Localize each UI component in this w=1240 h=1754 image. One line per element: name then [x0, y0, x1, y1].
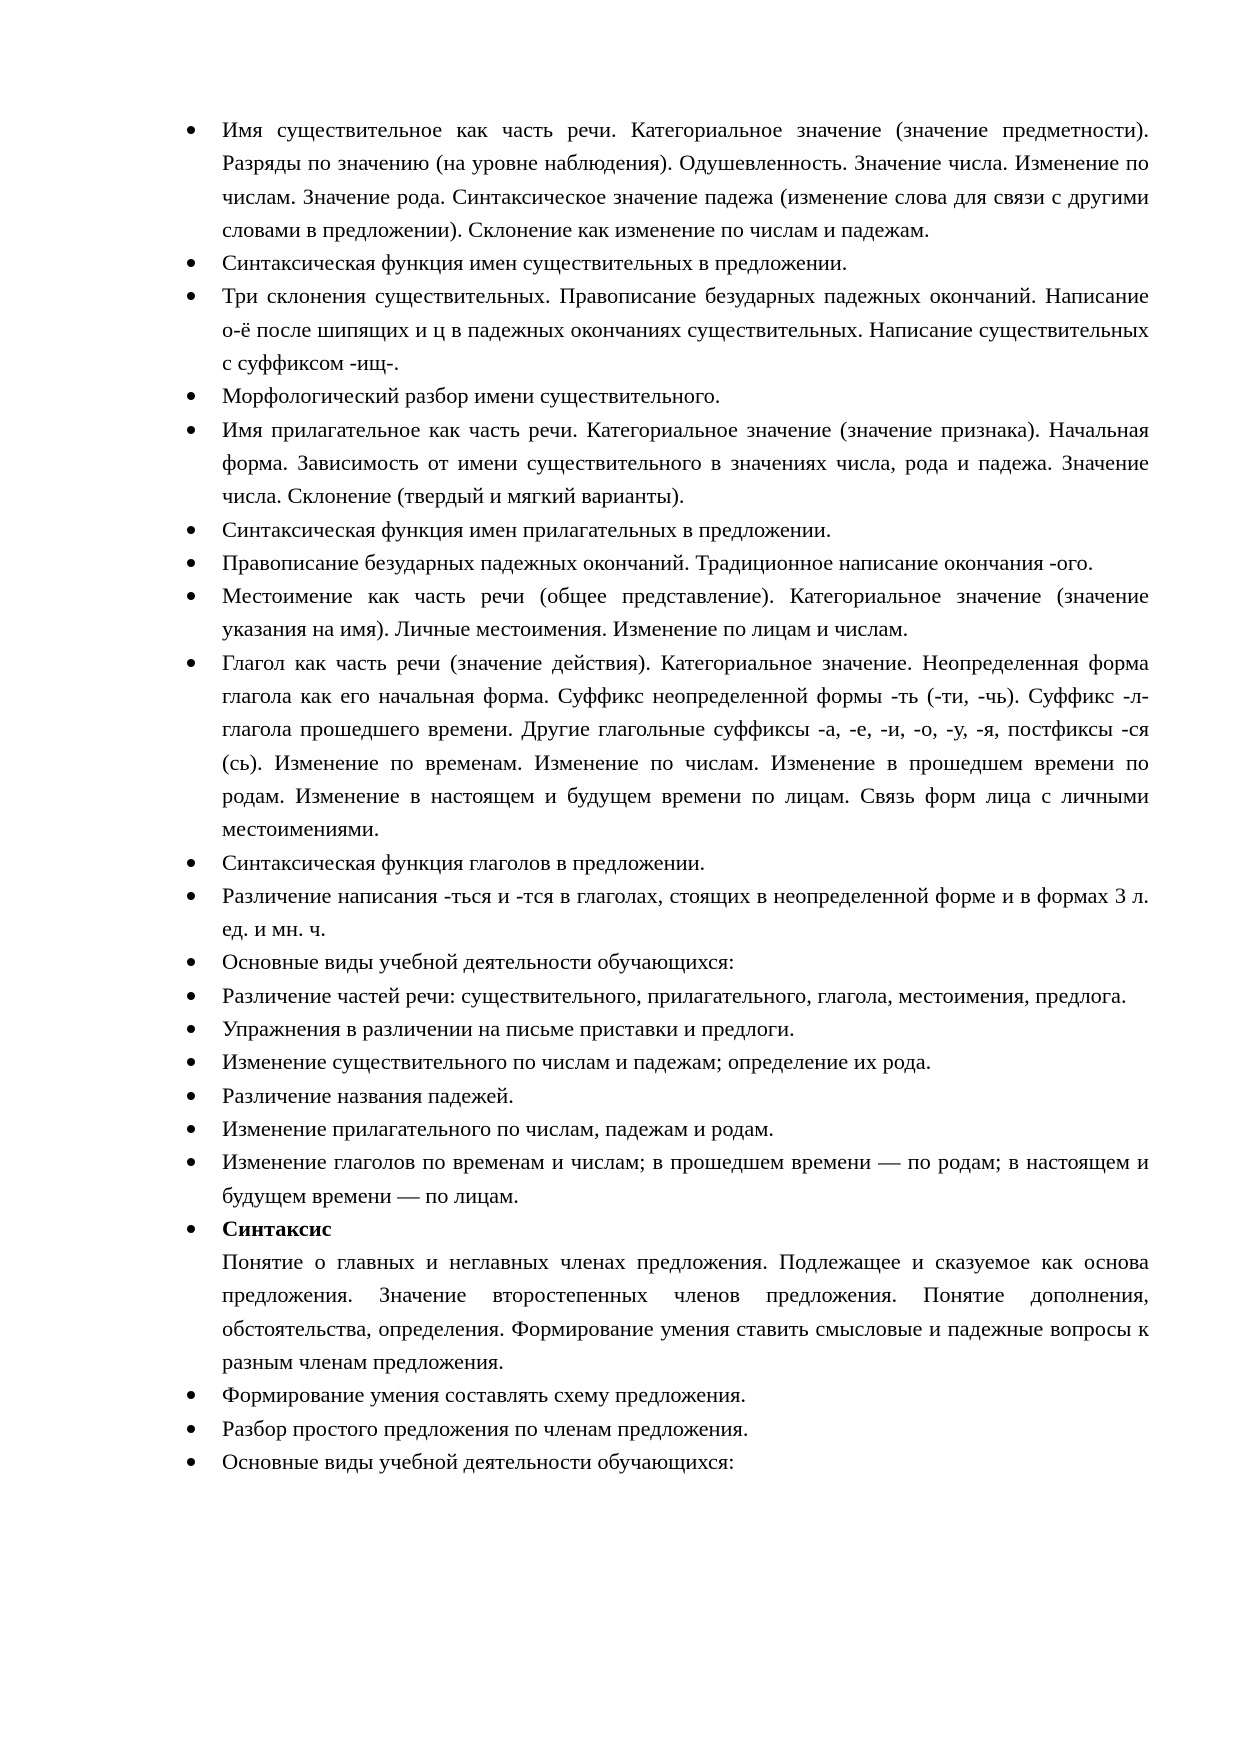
list-item — [222, 113, 1149, 246]
list-item — [222, 1112, 1149, 1145]
bullet-icon — [186, 413, 196, 446]
list-item-text: Синтаксическая функция глаголов в предложении. — [222, 849, 706, 875]
bullet-icon — [186, 246, 196, 279]
bullet-icon — [186, 945, 196, 978]
bullet-icon — [186, 379, 196, 412]
list-item — [222, 1412, 1149, 1445]
list-item-text: Глагол как часть речи (значение действия). Категориальное значение. Неопределенная форма глагола как его начальная форма. Суффикс неопределенной формы -ть (-ти, -чь). Суффикс -л- глагола прошедшего времени. Другие глагольные суффиксы -а, -е, -и, -о, -у, -я, постфиксы -ся (сь). Изменение по временам. Изменение по числам. Изменение в прошедшем времени по родам. Изменение в настоящем и будущем времени по лицам. Связь форм лица с личными местоимениями. — [222, 649, 1149, 842]
list-item — [222, 513, 1149, 546]
bullet-icon — [186, 113, 196, 146]
list-item — [222, 1378, 1149, 1411]
list-item — [222, 413, 1149, 513]
list-item-text: Основные виды учебной деятельности обучающихся: — [222, 949, 735, 975]
list-item-text: Имя существительное как часть речи. Категориальное значение (значение предметности). Разряды по значению (на уровне наблюдения). Одушевленность. Значение числа. Изменение по числам. Значение рода. Синтаксическое значение падежа (изменение слова для связи с другими словами в предложении). Склонение как изменение по числам и падежам. — [222, 117, 1149, 242]
list-item-text: Различение написания -ться и -тся в глаголах, стоящих в неопределенной форме и в формах 3 л. ед. и мн. ч. — [222, 882, 1149, 942]
section-body-text: Понятие о главных и неглавных членах предложения. Подлежащее и сказуемое как основа предложения. Значение второстепенных членов предложения. Понятие дополнения, обстоятельства, определения. Формирование умения ставить смысловые и падежные вопросы к разным членам предложения. — [222, 1249, 1149, 1374]
bullet-icon — [186, 646, 196, 679]
bullet-icon — [186, 979, 196, 1012]
list-item — [222, 1145, 1149, 1212]
bullet-icon — [186, 579, 196, 612]
list-item — [222, 846, 1149, 879]
list-item-text: Морфологический разбор имени существительного. — [222, 383, 721, 409]
bullet-icon — [186, 1112, 196, 1145]
section-heading: Синтаксис — [222, 1215, 332, 1241]
list-item — [222, 646, 1149, 846]
bullet-icon — [186, 879, 196, 912]
list-item — [222, 879, 1149, 946]
list-item-text: Разбор простого предложения по членам предложения. — [222, 1415, 749, 1441]
list-item-text: Имя прилагательное как часть речи. Категориальное значение (значение признака). Начальная форма. Зависимость от имени существительного в значениях числа, рода и падежа. Значение числа. Склонение (твердый и мягкий варианты). — [222, 416, 1149, 509]
list-item-text: Основные виды учебной деятельности обучающихся: — [222, 1448, 735, 1474]
bullet-icon — [186, 1045, 196, 1078]
list-item-text: Различение названия падежей. — [222, 1082, 514, 1108]
list-item — [222, 1045, 1149, 1078]
bullet-icon — [186, 513, 196, 546]
list-item — [222, 379, 1149, 412]
bullet-icon — [186, 546, 196, 579]
list-item-text: Местоимение как часть речи (общее представление). Категориальное значение (значение указания на имя). Личные местоимения. Изменение по лицам и числам. — [222, 583, 1149, 642]
bulleted-list — [222, 113, 1149, 1478]
list-item — [222, 1079, 1149, 1112]
list-item-text: Формирование умения составлять схему предложения. — [222, 1382, 747, 1408]
list-item-text: Изменение существительного по числам и падежам; определение их рода. — [222, 1049, 932, 1075]
bullet-icon — [186, 1412, 196, 1445]
list-item — [222, 546, 1149, 579]
list-item — [222, 279, 1149, 379]
list-item — [222, 945, 1149, 978]
list-item-text: Правописание безударных падежных окончаний. Традиционное написание окончания -ого. — [222, 549, 1094, 575]
list-item — [222, 979, 1149, 1012]
list-item-text: Изменение прилагательного по числам, падежам и родам. — [222, 1115, 775, 1141]
list-item-text: Три склонения существительных. Правописание безударных падежных окончаний. Написание о-ё после шипящих и ц в падежных окончаниях существительных. Написание существительных с суффиксом -ищ-. — [222, 283, 1149, 376]
list-item-text: Упражнения в различении на письме приставки и предлоги. — [222, 1016, 795, 1042]
list-item — [222, 246, 1149, 279]
bullet-icon — [186, 1445, 196, 1478]
document-content — [222, 113, 1149, 1478]
bullet-icon — [186, 1378, 196, 1411]
list-item — [222, 1012, 1149, 1045]
bullet-icon — [186, 846, 196, 879]
bullet-icon — [186, 1012, 196, 1045]
list-item-text: Различение частей речи: существительного, прилагательного, глагола, местоимения, предлога. — [222, 982, 1127, 1008]
list-item — [222, 1445, 1149, 1478]
bullet-icon — [186, 1212, 196, 1245]
list-item-text: Изменение глаголов по временам и числам; в прошедшем времени — по родам; в настоящем и будущем времени — по лицам. — [222, 1149, 1149, 1208]
list-item-text: Синтаксическая функция имен существительных в предложении. — [222, 250, 848, 276]
list-item-syntax-section — [222, 1212, 1149, 1378]
list-item-text: Синтаксическая функция имен прилагательных в предложении. — [222, 516, 832, 542]
list-item — [222, 579, 1149, 646]
bullet-icon — [186, 279, 196, 312]
bullet-icon — [186, 1079, 196, 1112]
bullet-icon — [186, 1145, 196, 1178]
